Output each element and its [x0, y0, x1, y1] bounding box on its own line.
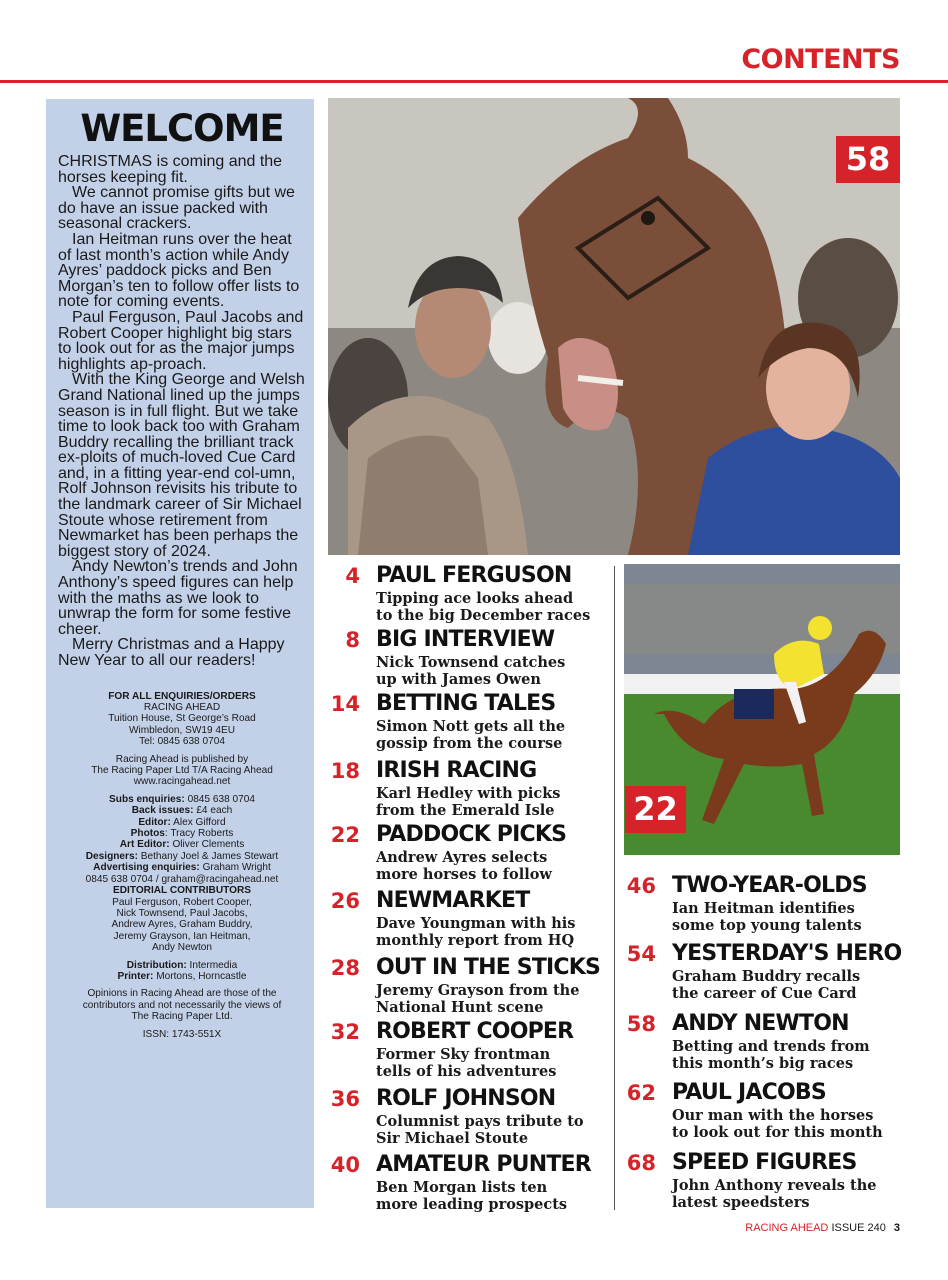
welcome-sidebar: [46, 99, 314, 1208]
main-photo-illustration: [328, 98, 900, 555]
art-editor-value: Oliver Clements: [172, 839, 245, 851]
page-number: 62: [626, 1081, 656, 1105]
editor-value: Alex Gifford: [173, 816, 226, 828]
editor-line: [58, 817, 306, 828]
welcome-paragraph: Andy Newton’s trends and John Anthony’s speed figures can help with the maths as we look to unwrap the form for some festive cheer.: [58, 558, 298, 638]
address-line: Tuition House, St George’s Road: [108, 713, 256, 725]
advertising-value: Graham Wright: [202, 862, 271, 874]
welcome-paragraph: Ian Heitman runs over the heat of last month’s action while Andy Ayres’ paddock picks and Ben Morgan’s ten to follow offer lists to note for coming events.: [58, 230, 300, 311]
opinion-line: The Racing Paper Ltd.: [131, 1011, 233, 1023]
entry-description: Ben Morgan lists ten more leading prospects: [376, 1179, 568, 1213]
entry-title: PAUL FERGUSON: [376, 563, 572, 588]
editor-label: Editor:: [138, 816, 171, 828]
welcome-body: [58, 154, 306, 669]
footer-page-number: 3: [893, 1222, 900, 1234]
featured-page-badge: 58: [836, 136, 900, 183]
designers-value: Bethany Joel & James Stewart: [140, 850, 279, 862]
entry-description: John Anthony reveals the latest speedsters: [672, 1177, 877, 1211]
subs-label: Subs enquiries:: [109, 793, 185, 805]
distribution-label: Distribution:: [126, 959, 187, 971]
page-number: 22: [330, 823, 360, 847]
photos-line: [58, 828, 306, 839]
main-photo: [328, 98, 900, 555]
entry-title: PAUL JACOBS: [672, 1080, 826, 1105]
distribution-line: [58, 960, 306, 971]
page-title: CONTENTS: [741, 44, 900, 75]
entry-title: TWO-YEAR-OLDS: [672, 873, 867, 898]
secondary-page-badge: 22: [625, 786, 686, 833]
entry-description: Andrew Ayres selects more horses to follow: [376, 849, 552, 883]
page-footer: [745, 1222, 900, 1234]
printer-value: Mortons, Horncastle: [156, 970, 247, 982]
page-number: 32: [330, 1020, 360, 1044]
advertising-contact: 0845 638 0704 / graham@racingahead.net: [85, 873, 279, 885]
designers-label: Designers:: [85, 850, 138, 862]
contributors-line: Nick Townsend, Paul Jacobs,: [116, 907, 248, 919]
back-issues-value: £4 each: [196, 805, 233, 817]
art-editor-label: Art Editor:: [119, 839, 170, 851]
entry-title: YESTERDAY'S HERO: [672, 941, 902, 966]
website-link[interactable]: www.racingahead.net: [133, 776, 231, 788]
page-number: 54: [626, 942, 656, 966]
printer-label: Printer:: [117, 970, 154, 982]
opinion-line: contributors and not necessarily the views of: [82, 999, 282, 1011]
page-number: 28: [330, 956, 360, 980]
entry-description: Former Sky frontman tells of his adventures: [376, 1046, 557, 1080]
contributors-label: EDITORIAL CONTRIBUTORS: [113, 885, 251, 897]
page-number: 8: [345, 628, 360, 652]
address-line: Wimbledon, SW19 4EU: [128, 724, 236, 736]
welcome-paragraph: CHRISTMAS is coming and the horses keeping fit.: [58, 153, 283, 186]
telephone: Tel: 0845 638 0704: [139, 736, 225, 748]
printer-line: [58, 971, 306, 982]
company-name: RACING AHEAD: [143, 702, 221, 713]
welcome-paragraph: Paul Ferguson, Paul Jacobs and Robert Cooper highlight big stars to look out for as the major jumps highlights ap-proach.: [58, 308, 304, 373]
entry-title: ROBERT COOPER: [376, 1019, 574, 1044]
entry-title: AMATEUR PUNTER: [376, 1152, 591, 1177]
enquiries-label: FOR ALL ENQUIRIES/ORDERS: [108, 690, 256, 702]
contributors-line: Jeremy Grayson, Ian Heitman,: [113, 930, 251, 942]
advertising-line: [58, 862, 306, 873]
entry-description: Dave Youngman with his monthly report from HQ: [376, 915, 576, 949]
footer-issue: ISSUE 240: [828, 1222, 886, 1234]
entry-description: Ian Heitman identifies some top young talents: [672, 900, 862, 934]
photos-value: : Tracy Roberts: [164, 828, 234, 840]
entry-description: Nick Townsend catches up with James Owen: [376, 654, 566, 688]
back-issues-label: Back issues:: [131, 805, 194, 817]
page-number: 46: [626, 874, 656, 898]
header-rule: [0, 80, 948, 83]
entry-title: ROLF JOHNSON: [376, 1086, 556, 1111]
page-number: 26: [330, 889, 360, 913]
art-editor-line: [58, 839, 306, 850]
entry-description: Betting and trends from this month’s big races: [672, 1038, 870, 1072]
subs-line: [58, 794, 306, 805]
entry-title: IRISH RACING: [376, 758, 537, 783]
entry-title: SPEED FIGURES: [672, 1150, 857, 1175]
contributors-line: Andrew Ayres, Graham Buddry,: [111, 919, 253, 931]
contributors-line: Andy Newton: [151, 942, 213, 954]
page-number: 40: [330, 1153, 360, 1177]
issn: ISSN: 1743-551X: [142, 1028, 222, 1040]
entry-description: Tipping ace looks ahead to the big December races: [376, 590, 591, 624]
entry-title: BIG INTERVIEW: [376, 627, 555, 652]
entry-title: OUT IN THE STICKS: [376, 955, 601, 980]
distribution-value: Intermedia: [189, 959, 238, 971]
entry-description: Columnist pays tribute to Sir Michael Stoute: [376, 1113, 584, 1147]
contributors-line: Paul Ferguson, Robert Cooper,: [112, 896, 252, 908]
page-number: 58: [626, 1012, 656, 1036]
publisher-line: The Racing Paper Ltd T/A Racing Ahead: [91, 765, 273, 777]
entry-description: Graham Buddry recalls the career of Cue Card: [672, 968, 861, 1002]
page-number: 68: [626, 1151, 656, 1175]
entry-title: PADDOCK PICKS: [376, 822, 567, 847]
page-number: 36: [330, 1087, 360, 1111]
welcome-title: WELCOME: [80, 107, 284, 150]
entry-description: Karl Hedley with picks from the Emerald Isle: [376, 785, 561, 819]
entry-description: Jeremy Grayson from the National Hunt scene: [376, 982, 580, 1016]
page-number: 4: [345, 564, 360, 588]
publisher-line: Racing Ahead is published by: [115, 753, 249, 765]
advertising-label: Advertising enquiries:: [93, 862, 200, 874]
entry-title: NEWMARKET: [376, 888, 530, 913]
page-number: 18: [330, 759, 360, 783]
entry-description: Our man with the horses to look out for this month: [672, 1107, 883, 1141]
credits-block: [58, 691, 306, 1040]
entry-title: ANDY NEWTON: [672, 1011, 849, 1036]
welcome-paragraph: Merry Christmas and a Happy New Year to all our readers!: [58, 636, 285, 669]
entry-description: Simon Nott gets all the gossip from the course: [376, 718, 566, 752]
footer-magazine: RACING AHEAD: [745, 1222, 829, 1234]
opinion-line: Opinions in Racing Ahead are those of the: [87, 988, 277, 1000]
page-number: 14: [330, 692, 360, 716]
designers-line: [58, 851, 306, 862]
back-issues-line: [58, 805, 306, 816]
entry-title: BETTING TALES: [376, 691, 556, 716]
welcome-paragraph: We cannot promise gifts but we do have an issue packed with seasonal crackers.: [58, 184, 295, 233]
photos-label: Photos: [130, 828, 165, 840]
subs-value: 0845 638 0704: [187, 793, 255, 805]
welcome-paragraph: With the King George and Welsh Grand National lined up the jumps season is in full flight. But we take time to look back too with Graham Buddry recalling the brilliant track ex-ploits of much-loved Cue Card and, in a fitting year-end col-umn, Rolf Johnson revisits his tribute to the landmark career of Sir Michael Stoute whose retirement from Newmarket has been perhaps the biggest story of 2024.: [58, 371, 305, 560]
